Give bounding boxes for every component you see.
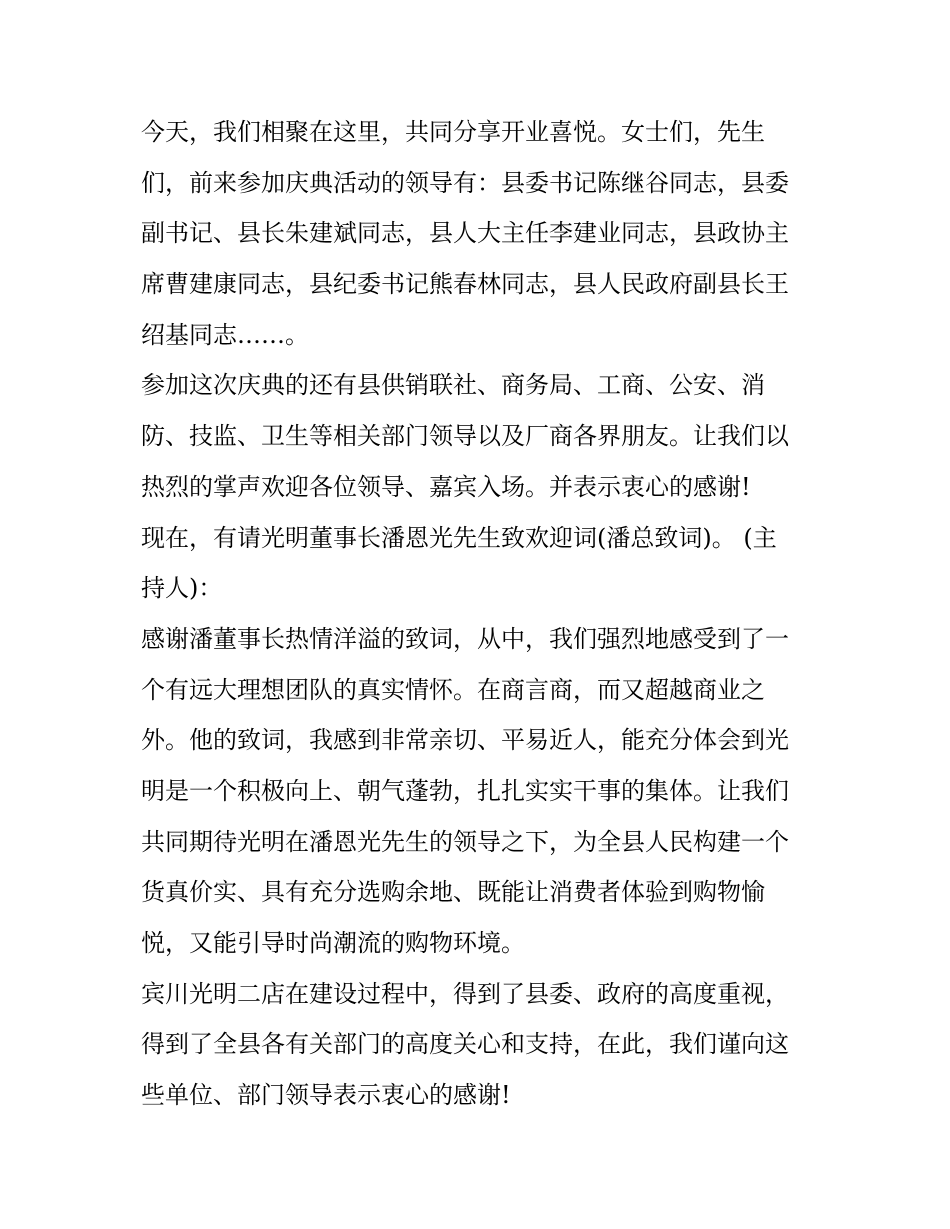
text-line: 感谢潘董事长热情洋溢的致词，从中，我们强烈地感受到了一 bbox=[141, 624, 789, 653]
text-line: 防、技监、卫生等相关部门领导以及厂商各界朋友。让我们以 bbox=[141, 422, 789, 451]
text-line: 悦，又能引导时尚潮流的购物环境。 bbox=[141, 929, 525, 957]
text-line: 货真价实、具有充分选购余地、既能让消费者体验到购物愉 bbox=[141, 878, 765, 907]
text-line: 现在，有请光明董事长潘恩光先生致欢迎词(潘总致词)。 (主 bbox=[141, 523, 777, 552]
text-line: 外。他的致词，我感到非常亲切、平易近人，能充分体会到光 bbox=[141, 726, 789, 755]
text-line: 得到了全县各有关部门的高度关心和支持，在此，我们谨向这 bbox=[141, 1030, 789, 1059]
text-line: 绍基同志……。 bbox=[141, 320, 309, 349]
text-line: 们，前来参加庆典活动的领导有：县委书记陈继谷同志，县委 bbox=[141, 168, 789, 197]
text-line: 今天，我们相聚在这里，共同分享开业喜悦。女士们，先生 bbox=[141, 118, 765, 146]
document-body bbox=[141, 107, 816, 1121]
text-line: 宾川光明二店在建设过程中，得到了县委、政府的高度重视， bbox=[141, 979, 789, 1008]
text-line: 热烈的掌声欢迎各位领导、嘉宾入场。并表示衷心的感谢! bbox=[141, 472, 751, 501]
text-line: 席曹建康同志，县纪委书记熊春林同志，县人民政府副县长王 bbox=[141, 270, 789, 299]
text-line: 明是一个积极向上、朝气蓬勃，扎扎实实干事的集体。让我们 bbox=[141, 776, 789, 805]
text-line: 持人)： bbox=[141, 574, 223, 603]
text-line: 参加这次庆典的还有县供销联社、商务局、工商、公安、消 bbox=[141, 371, 765, 400]
text-line: 个有远大理想团队的真实情怀。在商言商，而又超越商业之 bbox=[141, 675, 765, 704]
text-line: 些单位、部门领导表示衷心的感谢! bbox=[141, 1081, 511, 1110]
text-line: 副书记、县长朱建斌同志，县人大主任李建业同志，县政协主 bbox=[141, 219, 789, 248]
text-line: 共同期待光明在潘恩光先生的领导之下，为全县人民构建一个 bbox=[141, 827, 789, 856]
